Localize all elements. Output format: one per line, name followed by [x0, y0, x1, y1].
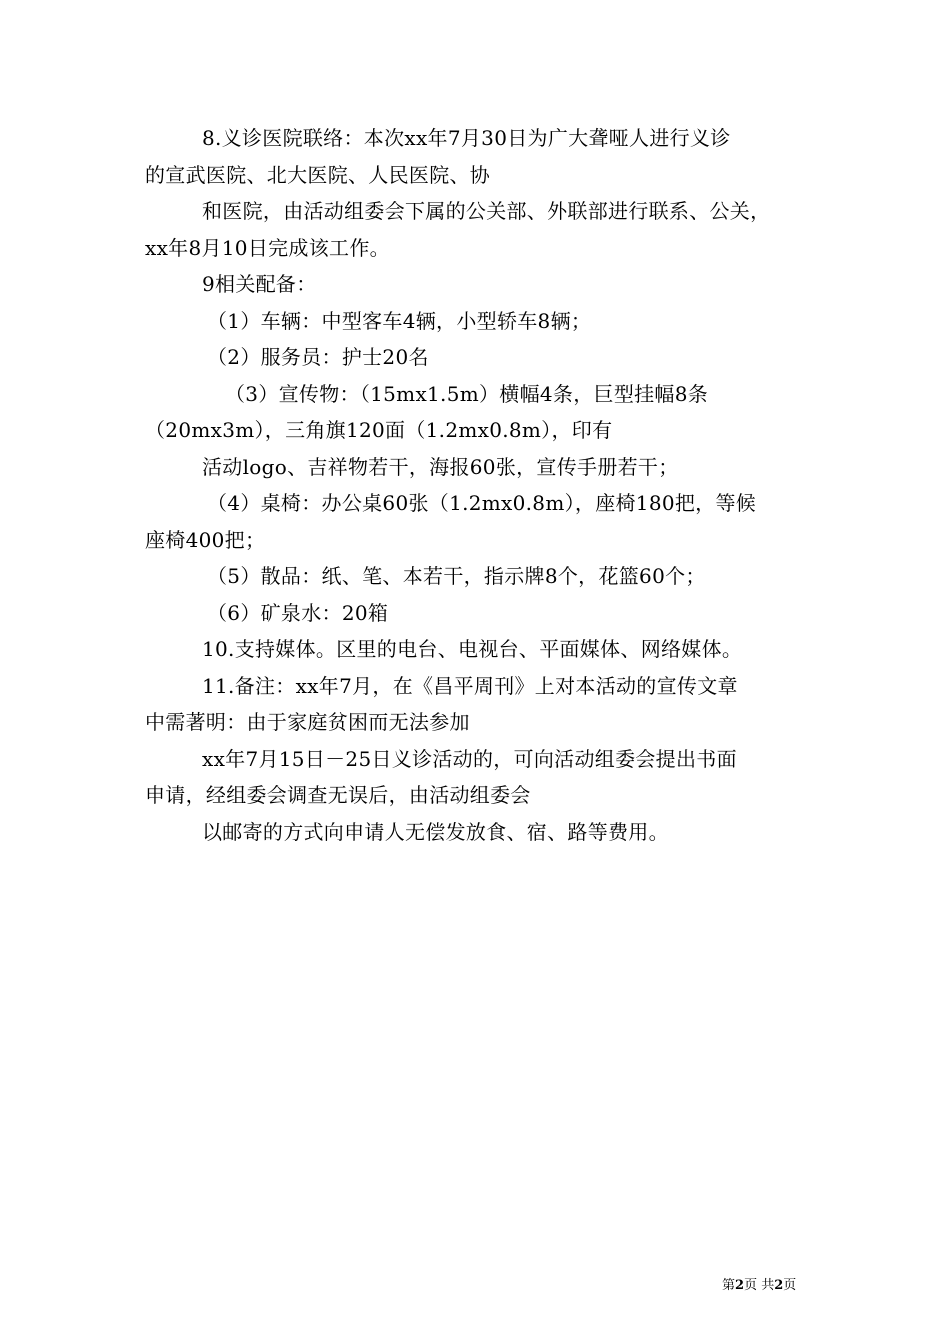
paragraph-line-4: xx年8月10日完成该工作。	[145, 235, 390, 260]
paragraph-line-12: 座椅400把；	[145, 527, 266, 552]
paragraph-line-9: （20mx3m），三角旗120面（1.2mx0.8m），印有	[145, 418, 613, 442]
paragraph-line-18: xx年7月15日－25日义诊活动的，可向活动组委会提出书面	[202, 746, 737, 771]
paragraph-line-19: 申请，经组委会调查无误后，由活动组委会	[145, 783, 531, 807]
paragraph-line-8: （3）宣传物：（15mx1.5m）横幅4条，巨型挂幅8条	[225, 381, 709, 406]
paragraph-line-15: 10.支持媒体。区里的电台、电视台、平面媒体、网络媒体。	[202, 637, 743, 661]
document-body	[145, 120, 810, 850]
paragraph-line-14: （6）矿泉水：20箱	[207, 600, 389, 625]
paragraph-line-2: 的宣武医院、北大医院、人民医院、协	[145, 162, 491, 187]
paragraph-line-17: 中需著明：由于家庭贫困而无法参加	[145, 710, 470, 734]
footer-total-pages: 2	[774, 1278, 784, 1293]
paragraph-line-1: 8.义诊医院联络：本次xx年7月30日为广大聋哑人进行义诊	[202, 126, 731, 150]
paragraph-line-13: （5）散品：纸、笔、本若干，指示牌8个，花篮60个；	[207, 564, 706, 588]
footer-current-page: 2	[735, 1278, 745, 1293]
paragraph-line-20: 以邮寄的方式向申请人无偿发放食、宿、路等费用。	[202, 819, 669, 844]
paragraph-line-5: 9相关配备：	[202, 272, 317, 296]
footer-middle: 页 共	[744, 1278, 775, 1293]
footer-suffix: 页	[783, 1278, 797, 1293]
paragraph-line-6: （1）车辆：中型客车4辆，小型轿车8辆；	[207, 308, 592, 333]
paragraph-line-16: 11.备注：xx年7月，在《昌平周刊》上对本活动的宣传文章	[202, 673, 738, 698]
paragraph-line-10: 活动logo、吉祥物若干，海报60张，宣传手册若干；	[202, 454, 679, 479]
page-footer	[722, 1278, 796, 1294]
paragraph-line-7: （2）服务员：护士20名	[207, 345, 429, 369]
footer-prefix: 第	[722, 1278, 736, 1293]
paragraph-line-11: （4）桌椅：办公桌60张（1.2mx0.8m），座椅180把，等候	[207, 491, 757, 515]
paragraph-line-3: 和医院，由活动组委会下属的公关部、外联部进行联系、公关，	[202, 199, 771, 223]
